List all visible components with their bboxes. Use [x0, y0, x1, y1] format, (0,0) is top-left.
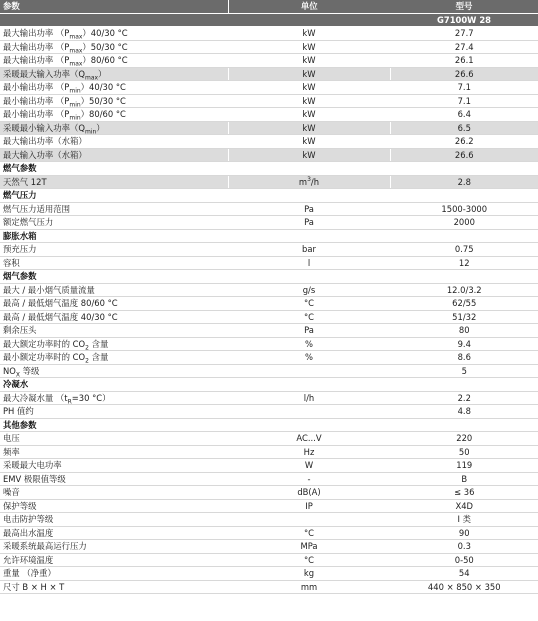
value-cell: 26.2	[390, 135, 538, 149]
unit-cell: dB(A)	[228, 486, 390, 500]
param-label: 最小输出功率 $(P_{min})50/30$ °C	[0, 94, 228, 108]
value-cell: 12	[390, 256, 538, 270]
value-cell: B	[390, 472, 538, 486]
unit-cell: kW	[228, 148, 390, 162]
param-label: 剩余压头	[0, 324, 228, 338]
header-row-1	[0, 0, 538, 13]
unit-cell: °C	[228, 297, 390, 311]
value-cell: X4D	[390, 499, 538, 513]
unit-cell: kW	[228, 67, 390, 81]
table-row	[0, 81, 538, 95]
unit-cell: kW	[228, 27, 390, 41]
section-row	[0, 162, 538, 176]
unit-cell: kW	[228, 94, 390, 108]
table-row	[0, 135, 538, 149]
value-cell: 54	[390, 567, 538, 581]
param-label: 最大输出功率 $(P_{max})80/60$ °C	[0, 54, 228, 68]
param-label: 最小输出功率 $(P_{min})40/30$ °C	[0, 81, 228, 95]
param-label: 重量 （净重）	[0, 567, 228, 581]
table-row	[0, 243, 538, 257]
param-label: 噪音	[0, 486, 228, 500]
unit-cell: °C	[228, 526, 390, 540]
table-row	[0, 324, 538, 338]
table-row	[0, 121, 538, 135]
section-title: 燃气压力	[0, 189, 538, 203]
value-cell: 8.6	[390, 351, 538, 365]
table-row	[0, 67, 538, 81]
table-row	[0, 108, 538, 122]
value-cell: 0.3	[390, 540, 538, 554]
table-row	[0, 148, 538, 162]
param-label: PH 值约	[0, 405, 228, 419]
unit-cell: l/h	[228, 391, 390, 405]
value-cell: ≤ 36	[390, 486, 538, 500]
param-label: 采暖最小输入功率$(Q_{min})$	[0, 121, 228, 135]
value-cell: 6.4	[390, 108, 538, 122]
table-row	[0, 513, 538, 527]
param-label: 容积	[0, 256, 228, 270]
table-row	[0, 499, 538, 513]
value-cell: 26.6	[390, 148, 538, 162]
value-cell: 62/55	[390, 297, 538, 311]
unit-cell: Pa	[228, 202, 390, 216]
unit-cell: kW	[228, 81, 390, 95]
value-cell: 4.8	[390, 405, 538, 419]
unit-cell: %	[228, 337, 390, 351]
param-label: 电压	[0, 432, 228, 446]
value-cell: 6.5	[390, 121, 538, 135]
value-cell: 2000	[390, 216, 538, 230]
param-label: 最大输入功率（水箱）	[0, 148, 228, 162]
header-model-label: 型号	[390, 0, 538, 13]
table-row	[0, 27, 538, 41]
param-label: 最小额定功率时的 $CO_2$ 含量	[0, 351, 228, 365]
unit-cell: °C	[228, 553, 390, 567]
value-cell: 5	[390, 364, 538, 378]
value-cell: 440 × 850 × 350	[390, 580, 538, 594]
table-row	[0, 567, 538, 581]
unit-cell: -	[228, 472, 390, 486]
param-label: 最高出水温度	[0, 526, 228, 540]
value-cell: 2.2	[390, 391, 538, 405]
param-label: 燃气压力适用范围	[0, 202, 228, 216]
table-row	[0, 553, 538, 567]
param-label: 保护等级	[0, 499, 228, 513]
unit-cell	[228, 513, 390, 527]
unit-cell: kg	[228, 567, 390, 581]
param-label: 最大输出功率 $(P_{max})50/30$ °C	[0, 40, 228, 54]
value-cell: 51/32	[390, 310, 538, 324]
header-unit: 单位	[228, 0, 390, 13]
header-blank	[0, 13, 228, 27]
header-blank	[228, 13, 390, 27]
table-row	[0, 540, 538, 554]
table-header	[0, 0, 538, 27]
value-cell: 7.1	[390, 94, 538, 108]
value-cell: 27.4	[390, 40, 538, 54]
param-label: 允许环境温度	[0, 553, 228, 567]
param-label: 采暖最大电功率	[0, 459, 228, 473]
param-label: 最大输出功率 $(P_{max})40/30$ °C	[0, 27, 228, 41]
unit-cell	[228, 405, 390, 419]
param-label: 天然气 12T	[0, 175, 228, 189]
value-cell: 2.8	[390, 175, 538, 189]
table-row	[0, 445, 538, 459]
section-row	[0, 418, 538, 432]
unit-cell: l	[228, 256, 390, 270]
unit-cell: $m^3/h$	[228, 175, 390, 189]
value-cell: 26.1	[390, 54, 538, 68]
value-cell: 9.4	[390, 337, 538, 351]
table-row	[0, 486, 538, 500]
section-title: 烟气参数	[0, 270, 538, 284]
table-row	[0, 256, 538, 270]
param-label: 最小输出功率 $(P_{min})80/60$ °C	[0, 108, 228, 122]
table-row	[0, 297, 538, 311]
table-row	[0, 526, 538, 540]
unit-cell: mm	[228, 580, 390, 594]
param-label: 最大冷凝水量 （$t_R=30$ °C）	[0, 391, 228, 405]
table-row	[0, 364, 538, 378]
param-label: 最高 / 最低烟气温度 40/30 °C	[0, 310, 228, 324]
unit-cell: kW	[228, 121, 390, 135]
table-row	[0, 216, 538, 230]
value-cell: 0.75	[390, 243, 538, 257]
value-cell: 7.1	[390, 81, 538, 95]
param-label: 采暖最大输入功率$(Q_{max})$	[0, 67, 228, 81]
unit-cell: %	[228, 351, 390, 365]
unit-cell	[228, 364, 390, 378]
table-row	[0, 175, 538, 189]
table-body	[0, 27, 538, 594]
unit-cell: Pa	[228, 324, 390, 338]
param-label: 最大 / 最小烟气质量流量	[0, 283, 228, 297]
param-label: 最高 / 最低烟气温度 80/60 °C	[0, 297, 228, 311]
unit-cell: g/s	[228, 283, 390, 297]
param-label: 额定燃气压力	[0, 216, 228, 230]
unit-cell: Hz	[228, 445, 390, 459]
table-row	[0, 54, 538, 68]
unit-cell: °C	[228, 310, 390, 324]
unit-cell: kW	[228, 54, 390, 68]
param-label: 最大输出功率（水箱）	[0, 135, 228, 149]
table-row	[0, 310, 538, 324]
unit-cell: W	[228, 459, 390, 473]
table-row	[0, 391, 538, 405]
header-row-2	[0, 13, 538, 27]
section-title: 其他参数	[0, 418, 538, 432]
value-cell: 50	[390, 445, 538, 459]
table-row	[0, 40, 538, 54]
value-cell: 0-50	[390, 553, 538, 567]
unit-cell: Pa	[228, 216, 390, 230]
table-row	[0, 459, 538, 473]
value-cell: I 类	[390, 513, 538, 527]
header-param: 参数	[0, 0, 228, 13]
section-title: 燃气参数	[0, 162, 538, 176]
value-cell: 12.0/3.2	[390, 283, 538, 297]
section-title: 冷凝水	[0, 378, 538, 392]
unit-cell: bar	[228, 243, 390, 257]
table-row	[0, 337, 538, 351]
value-cell: 1500-3000	[390, 202, 538, 216]
header-model: G7100W 28	[390, 13, 538, 27]
unit-cell: kW	[228, 108, 390, 122]
table-row	[0, 472, 538, 486]
param-label: 预充压力	[0, 243, 228, 257]
unit-cell: kW	[228, 40, 390, 54]
table-row	[0, 405, 538, 419]
value-cell: 27.7	[390, 27, 538, 41]
value-cell: 220	[390, 432, 538, 446]
value-cell: 26.6	[390, 67, 538, 81]
value-cell: 90	[390, 526, 538, 540]
section-row	[0, 270, 538, 284]
section-row	[0, 229, 538, 243]
param-label: EMV 极限值等级	[0, 472, 228, 486]
unit-cell: MPa	[228, 540, 390, 554]
table-row	[0, 283, 538, 297]
param-label: 电击防护等级	[0, 513, 228, 527]
section-row	[0, 378, 538, 392]
unit-cell: kW	[228, 135, 390, 149]
param-label: 最大额定功率时的 $CO_2$ 含量	[0, 337, 228, 351]
table-row	[0, 94, 538, 108]
table-row	[0, 351, 538, 365]
table-row	[0, 432, 538, 446]
table-row	[0, 580, 538, 594]
section-row	[0, 189, 538, 203]
param-label: 频率	[0, 445, 228, 459]
section-title: 膨胀水箱	[0, 229, 538, 243]
param-label: $NO_X$ 等级	[0, 364, 228, 378]
value-cell: 80	[390, 324, 538, 338]
param-label: 采暖系统最高运行压力	[0, 540, 228, 554]
table-row	[0, 202, 538, 216]
unit-cell: AC...V	[228, 432, 390, 446]
unit-cell: IP	[228, 499, 390, 513]
value-cell: 119	[390, 459, 538, 473]
param-label: 尺寸 B × H × T	[0, 580, 228, 594]
